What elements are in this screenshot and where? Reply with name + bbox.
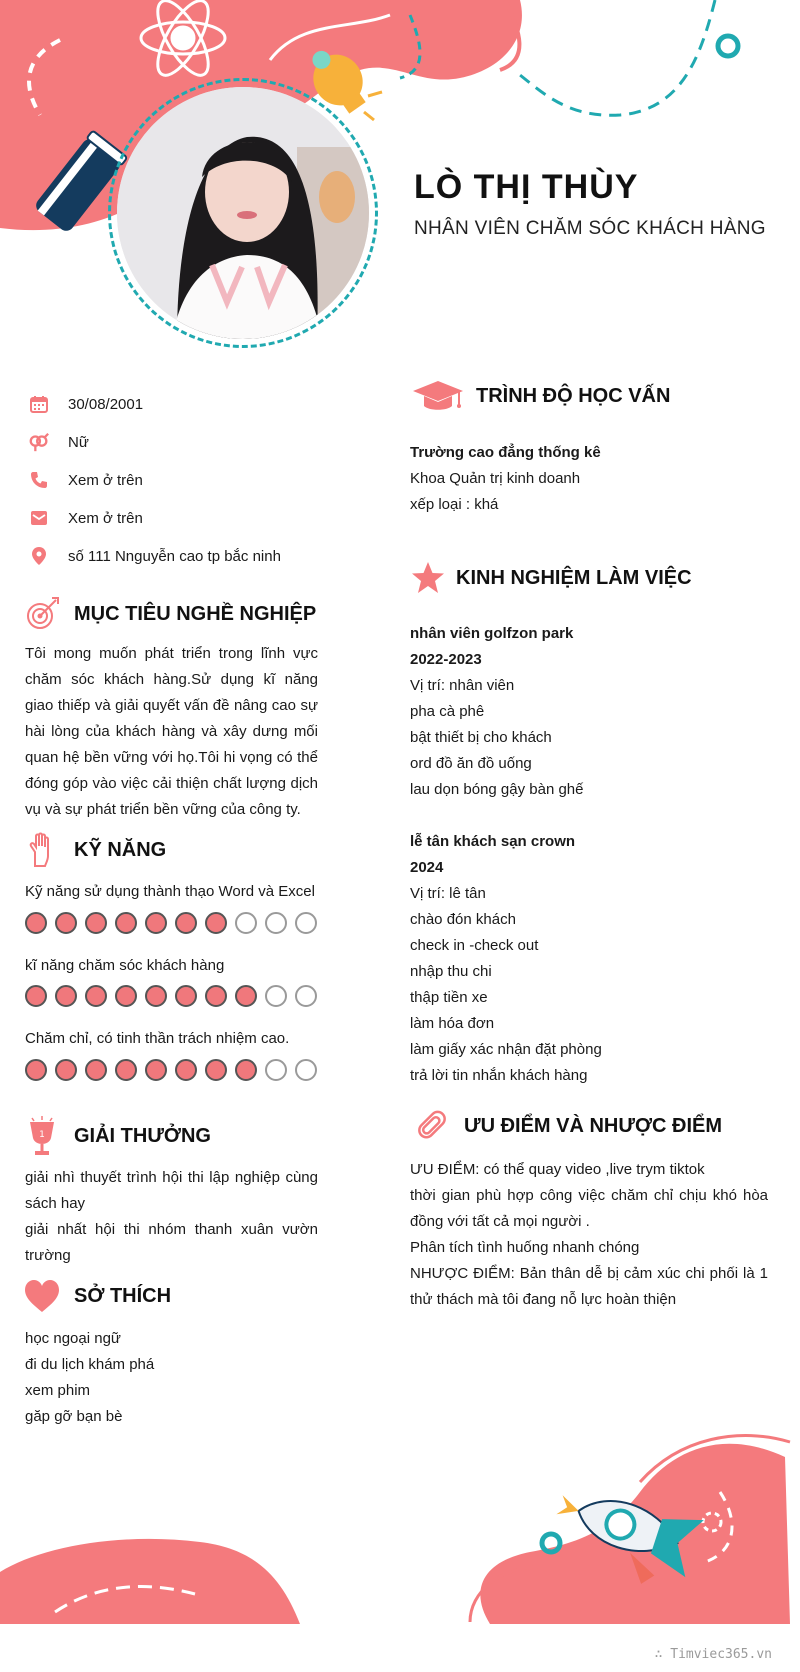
hobbies-title: SỞ THÍCH xyxy=(74,1284,172,1307)
strengths-text: ƯU ĐIỂM: có thể quay video ,live trym tiktok thời gian phù hợp công việc chăm chỉ chịu khó hòa đồng với tất cả mọi người . Phân tích tình huống nhanh chóng NHƯỢC ĐIỂM: Bản thân dễ bị cảm xúc chi phối là 1 thử thách mà tôi đang nỗ lực hoàn thiện xyxy=(410,1161,768,1308)
avatar xyxy=(117,87,369,339)
job-line: trả lời tin nhắn khách hàng xyxy=(410,1067,588,1084)
gender-icon xyxy=(28,431,50,453)
hobby-item: học ngoại ngữ xyxy=(25,1330,121,1347)
footer-decoration xyxy=(0,1422,800,1672)
rating-dot-filled xyxy=(25,1059,47,1081)
job-line: lau dọn bóng gậy bàn ghế xyxy=(410,781,584,798)
hobby-item: găp gỡ bạn bè xyxy=(25,1408,123,1425)
skill-rating xyxy=(25,1059,325,1081)
education-title: TRÌNH ĐỘ HỌC VẤN xyxy=(476,384,671,407)
phone-icon xyxy=(28,469,50,491)
contact-list xyxy=(28,385,358,575)
contact-phone xyxy=(28,461,358,499)
objective-text: Tôi mong muốn phát triển trong lĩnh vực chăm sóc khách hàng.Sử dụng kĩ năng giao thiếp và giải quyết vấn đề nâng cao sự hài lòng của khách hàng và xây dưng mối quan hệ bền vững với họ.Tôi hi vọng có thể đóng góp vào việc cải thiện chất lượng dịch vụ và sự phát triển bền vững của công ty. xyxy=(25,645,318,818)
education-line: xếp loại : khá xyxy=(410,496,499,513)
rating-dot-empty xyxy=(235,912,257,934)
hobby-item: đi du lịch khám phá xyxy=(25,1356,155,1373)
job-line: Vị trí: lê tân xyxy=(410,885,486,902)
rating-dot-empty xyxy=(265,912,287,934)
rating-dot-filled xyxy=(85,1059,107,1081)
job-line: bật thiết bị cho khách xyxy=(410,729,552,746)
job-line: thập tiền xe xyxy=(410,989,488,1006)
rating-dot-filled xyxy=(145,912,167,934)
strengths-title: ƯU ĐIỂM VÀ NHƯỢC ĐIỂM xyxy=(464,1114,723,1137)
email-text[interactable]: Xem ở trên xyxy=(68,509,143,527)
rating-dot-filled xyxy=(25,985,47,1007)
rating-dot-filled xyxy=(145,1059,167,1081)
location-icon xyxy=(28,545,50,567)
education-heading xyxy=(410,376,670,416)
objective-title: MỤC TIÊU NGHỀ NGHIỆP xyxy=(74,602,317,625)
hobbies-list xyxy=(25,1326,154,1430)
job-period: 2022-2023 xyxy=(410,651,482,668)
job-line: Vị trí: nhân viên xyxy=(410,677,515,694)
contact-birthday xyxy=(28,385,358,423)
job-line: làm hóa đơn xyxy=(410,1015,495,1032)
rating-dot-filled xyxy=(205,985,227,1007)
trophy-icon xyxy=(20,1116,64,1156)
rating-dot-filled xyxy=(55,1059,77,1081)
paperclip-icon xyxy=(410,1106,454,1146)
job-line: làm giấy xác nhận đặt phòng xyxy=(410,1041,602,1058)
candidate-name: LÒ THỊ THÙY xyxy=(414,168,639,206)
awards-text: giải nhì thuyết trình hội thi lập nghiệp cùng sách hay giải nhất hội thi nhóm thanh xuân vườn trường xyxy=(25,1169,318,1264)
rating-dot-filled xyxy=(235,1059,257,1081)
address-text: số 111 Nnguyễn cao tp bắc ninh xyxy=(68,547,281,565)
job-line: pha cà phê xyxy=(410,703,485,720)
rating-dot-filled xyxy=(85,912,107,934)
birthday-text: 30/08/2001 xyxy=(68,395,144,413)
rating-dot-filled xyxy=(145,985,167,1007)
rating-dot-empty xyxy=(295,912,317,934)
rating-dot-filled xyxy=(205,1059,227,1081)
contact-email xyxy=(28,499,358,537)
hobby-item: xem phim xyxy=(25,1382,91,1399)
rating-dot-empty xyxy=(265,1059,287,1081)
skill-rating xyxy=(25,912,325,934)
rating-dot-filled xyxy=(115,985,137,1007)
skill-label: Chăm chỉ, có tinh thần trách nhiệm cao. xyxy=(25,1030,290,1047)
phone-text[interactable]: Xem ở trên xyxy=(68,471,143,489)
rating-dot-filled xyxy=(235,985,257,1007)
avatar-frame xyxy=(108,78,378,348)
graduation-cap-icon xyxy=(410,376,466,416)
rating-dot-filled xyxy=(25,912,47,934)
job-company: lễ tân khách sạn crown xyxy=(410,833,576,850)
hand-icon xyxy=(20,830,64,870)
strengths-heading xyxy=(410,1106,722,1146)
objective-heading xyxy=(20,594,316,634)
experience-job xyxy=(410,829,602,1089)
job-line: chào đón khách xyxy=(410,911,516,928)
star-icon xyxy=(410,558,446,598)
skill-label: kĩ năng chăm sóc khách hàng xyxy=(25,957,225,974)
contact-gender xyxy=(28,423,358,461)
rating-dot-filled xyxy=(55,912,77,934)
job-line: ord đồ ăn đồ uống xyxy=(410,755,532,772)
rating-dot-filled xyxy=(205,912,227,934)
rating-dot-empty xyxy=(265,985,287,1007)
experience-job xyxy=(410,621,584,803)
job-line: check in -check out xyxy=(410,937,539,954)
job-period: 2024 xyxy=(410,859,444,876)
experience-heading xyxy=(410,558,692,598)
rating-dot-filled xyxy=(115,1059,137,1081)
education-details xyxy=(410,440,601,518)
rating-dot-filled xyxy=(115,912,137,934)
gender-text: Nữ xyxy=(68,433,89,451)
rating-dot-filled xyxy=(55,985,77,1007)
skills-heading xyxy=(20,830,166,870)
job-line: nhập thu chi xyxy=(410,963,492,980)
rating-dot-empty xyxy=(295,985,317,1007)
svg-text:1: 1 xyxy=(39,1130,45,1140)
skills-title: KỸ NĂNG xyxy=(74,838,167,861)
rating-dot-filled xyxy=(175,1059,197,1081)
rating-dot-filled xyxy=(85,985,107,1007)
heart-icon xyxy=(20,1276,64,1316)
contact-address xyxy=(28,537,358,575)
job-title: NHÂN VIÊN CHĂM SÓC KHÁCH HÀNG xyxy=(414,218,766,239)
education-line: Khoa Quản trị kinh doanh xyxy=(410,470,581,487)
awards-heading xyxy=(20,1116,211,1156)
awards-title: GIẢI THƯỞNG xyxy=(74,1124,211,1147)
rating-dot-filled xyxy=(175,985,197,1007)
job-company: nhân viên golfzon park xyxy=(410,625,574,642)
school-name: Trường cao đẳng thống kê xyxy=(410,444,601,461)
watermark: ∴ Timviec365.vn xyxy=(654,1647,772,1662)
rating-dot-filled xyxy=(175,912,197,934)
calendar-icon xyxy=(28,393,50,415)
rating-dot-empty xyxy=(295,1059,317,1081)
email-icon xyxy=(28,507,50,529)
skill-label: Kỹ năng sử dụng thành thạo Word và Excel xyxy=(25,883,315,900)
hobbies-heading xyxy=(20,1276,171,1316)
experience-title: KINH NGHIỆM LÀM VIỆC xyxy=(456,566,692,589)
skill-rating xyxy=(25,985,325,1007)
target-icon xyxy=(20,594,64,634)
